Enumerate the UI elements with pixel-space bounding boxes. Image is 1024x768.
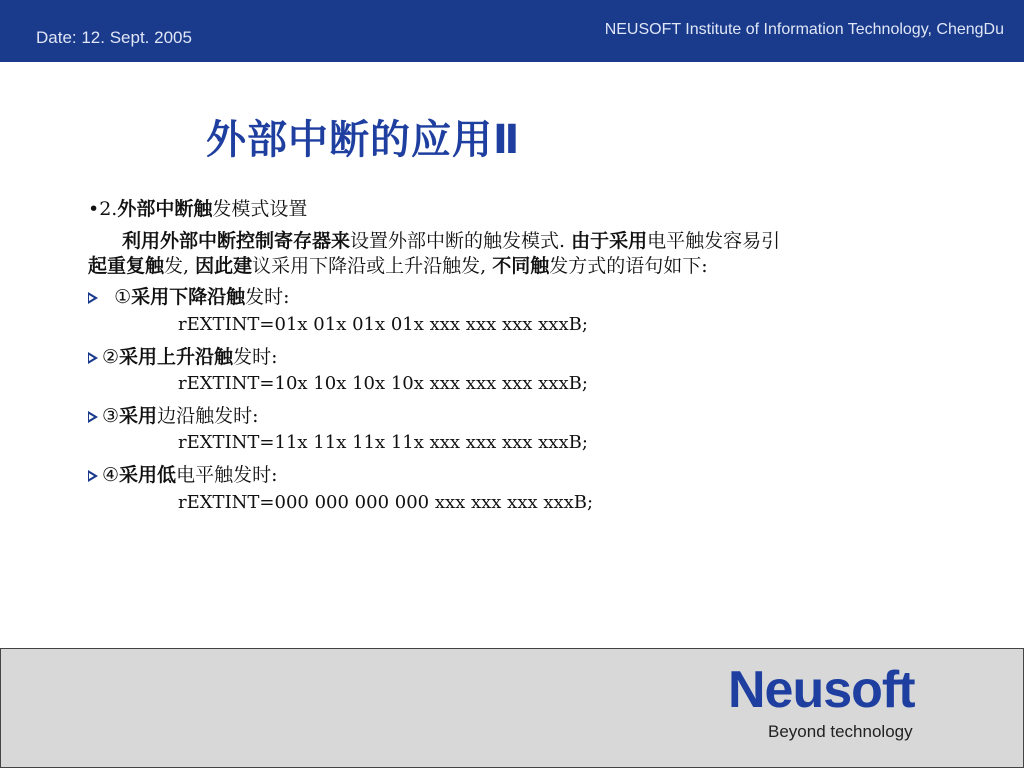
paragraph-bold: 利用外部中断控制寄存器来 (122, 230, 351, 252)
paragraph-text: 电平触发容易引 (647, 230, 781, 252)
item-number: ④ (102, 464, 120, 486)
bullet: •2. (88, 198, 118, 220)
paragraph-bold: 起重复触 (88, 255, 165, 277)
code-line-2: rEXTINT=10x 10x 10x 10x xxx xxx xxx xxxB; (178, 373, 588, 394)
arrow-bullet-icon (88, 470, 98, 482)
paragraph-line-2 (88, 251, 708, 278)
item-number: ③ (102, 405, 120, 427)
item-bold: 采用低 (119, 464, 177, 486)
list-item-1 (88, 282, 290, 309)
code-line-1: rEXTINT=01x 01x 01x 01x xxx xxx xxx xxxB; (178, 314, 588, 335)
logo-tagline: Beyond technology (768, 722, 913, 741)
header-institute: NEUSOFT Institute of Information Technology, ChengDu (604, 21, 1004, 38)
item-number: ② (102, 346, 120, 368)
paragraph-line-1 (122, 226, 780, 253)
arrow-bullet-icon (88, 411, 98, 423)
arrow-bullet-icon (88, 352, 98, 364)
item-bold: 采用上升沿触 (119, 346, 234, 368)
section-heading-rest: 发模式设置 (212, 198, 308, 220)
list-item-2 (88, 342, 277, 369)
neusoft-logo: Neusoft (728, 661, 915, 719)
item-text: 发时: (233, 346, 278, 368)
header-bar (0, 0, 1024, 62)
list-item-3 (88, 401, 258, 428)
paragraph-text: 议采用下降沿或上升沿触发, (252, 255, 487, 277)
paragraph-text: 设置外部中断的触发模式. (350, 230, 566, 252)
code-line-3: rEXTINT=11x 11x 11x 11x xxx xxx xxx xxxB; (178, 432, 588, 453)
item-text: 发时: (245, 286, 290, 308)
list-item-4 (88, 460, 277, 487)
paragraph-bold: 因此建 (195, 255, 253, 277)
arrow-bullet-icon (88, 292, 98, 304)
item-bold: 采用下降沿触 (131, 286, 246, 308)
paragraph-bold: 不同触 (492, 255, 550, 277)
item-number: ① (114, 286, 132, 308)
paragraph-text: 发方式的语句如下: (549, 255, 708, 277)
item-text: 边沿触发时: (157, 405, 259, 427)
section-heading (88, 194, 307, 221)
paragraph-text: 发, (164, 255, 190, 277)
item-bold: 采用 (119, 405, 158, 427)
header-date: Date: 12. Sept. 2005 (36, 28, 192, 47)
paragraph-bold: 由于采用 (571, 230, 648, 252)
slide-title: 外部中断的应用Ⅱ (206, 117, 521, 163)
code-line-4: rEXTINT=000 000 000 000 xxx xxx xxx xxxB; (178, 492, 594, 513)
section-heading-bold: 外部中断触 (117, 198, 213, 220)
item-text: 电平触发时: (176, 464, 278, 486)
